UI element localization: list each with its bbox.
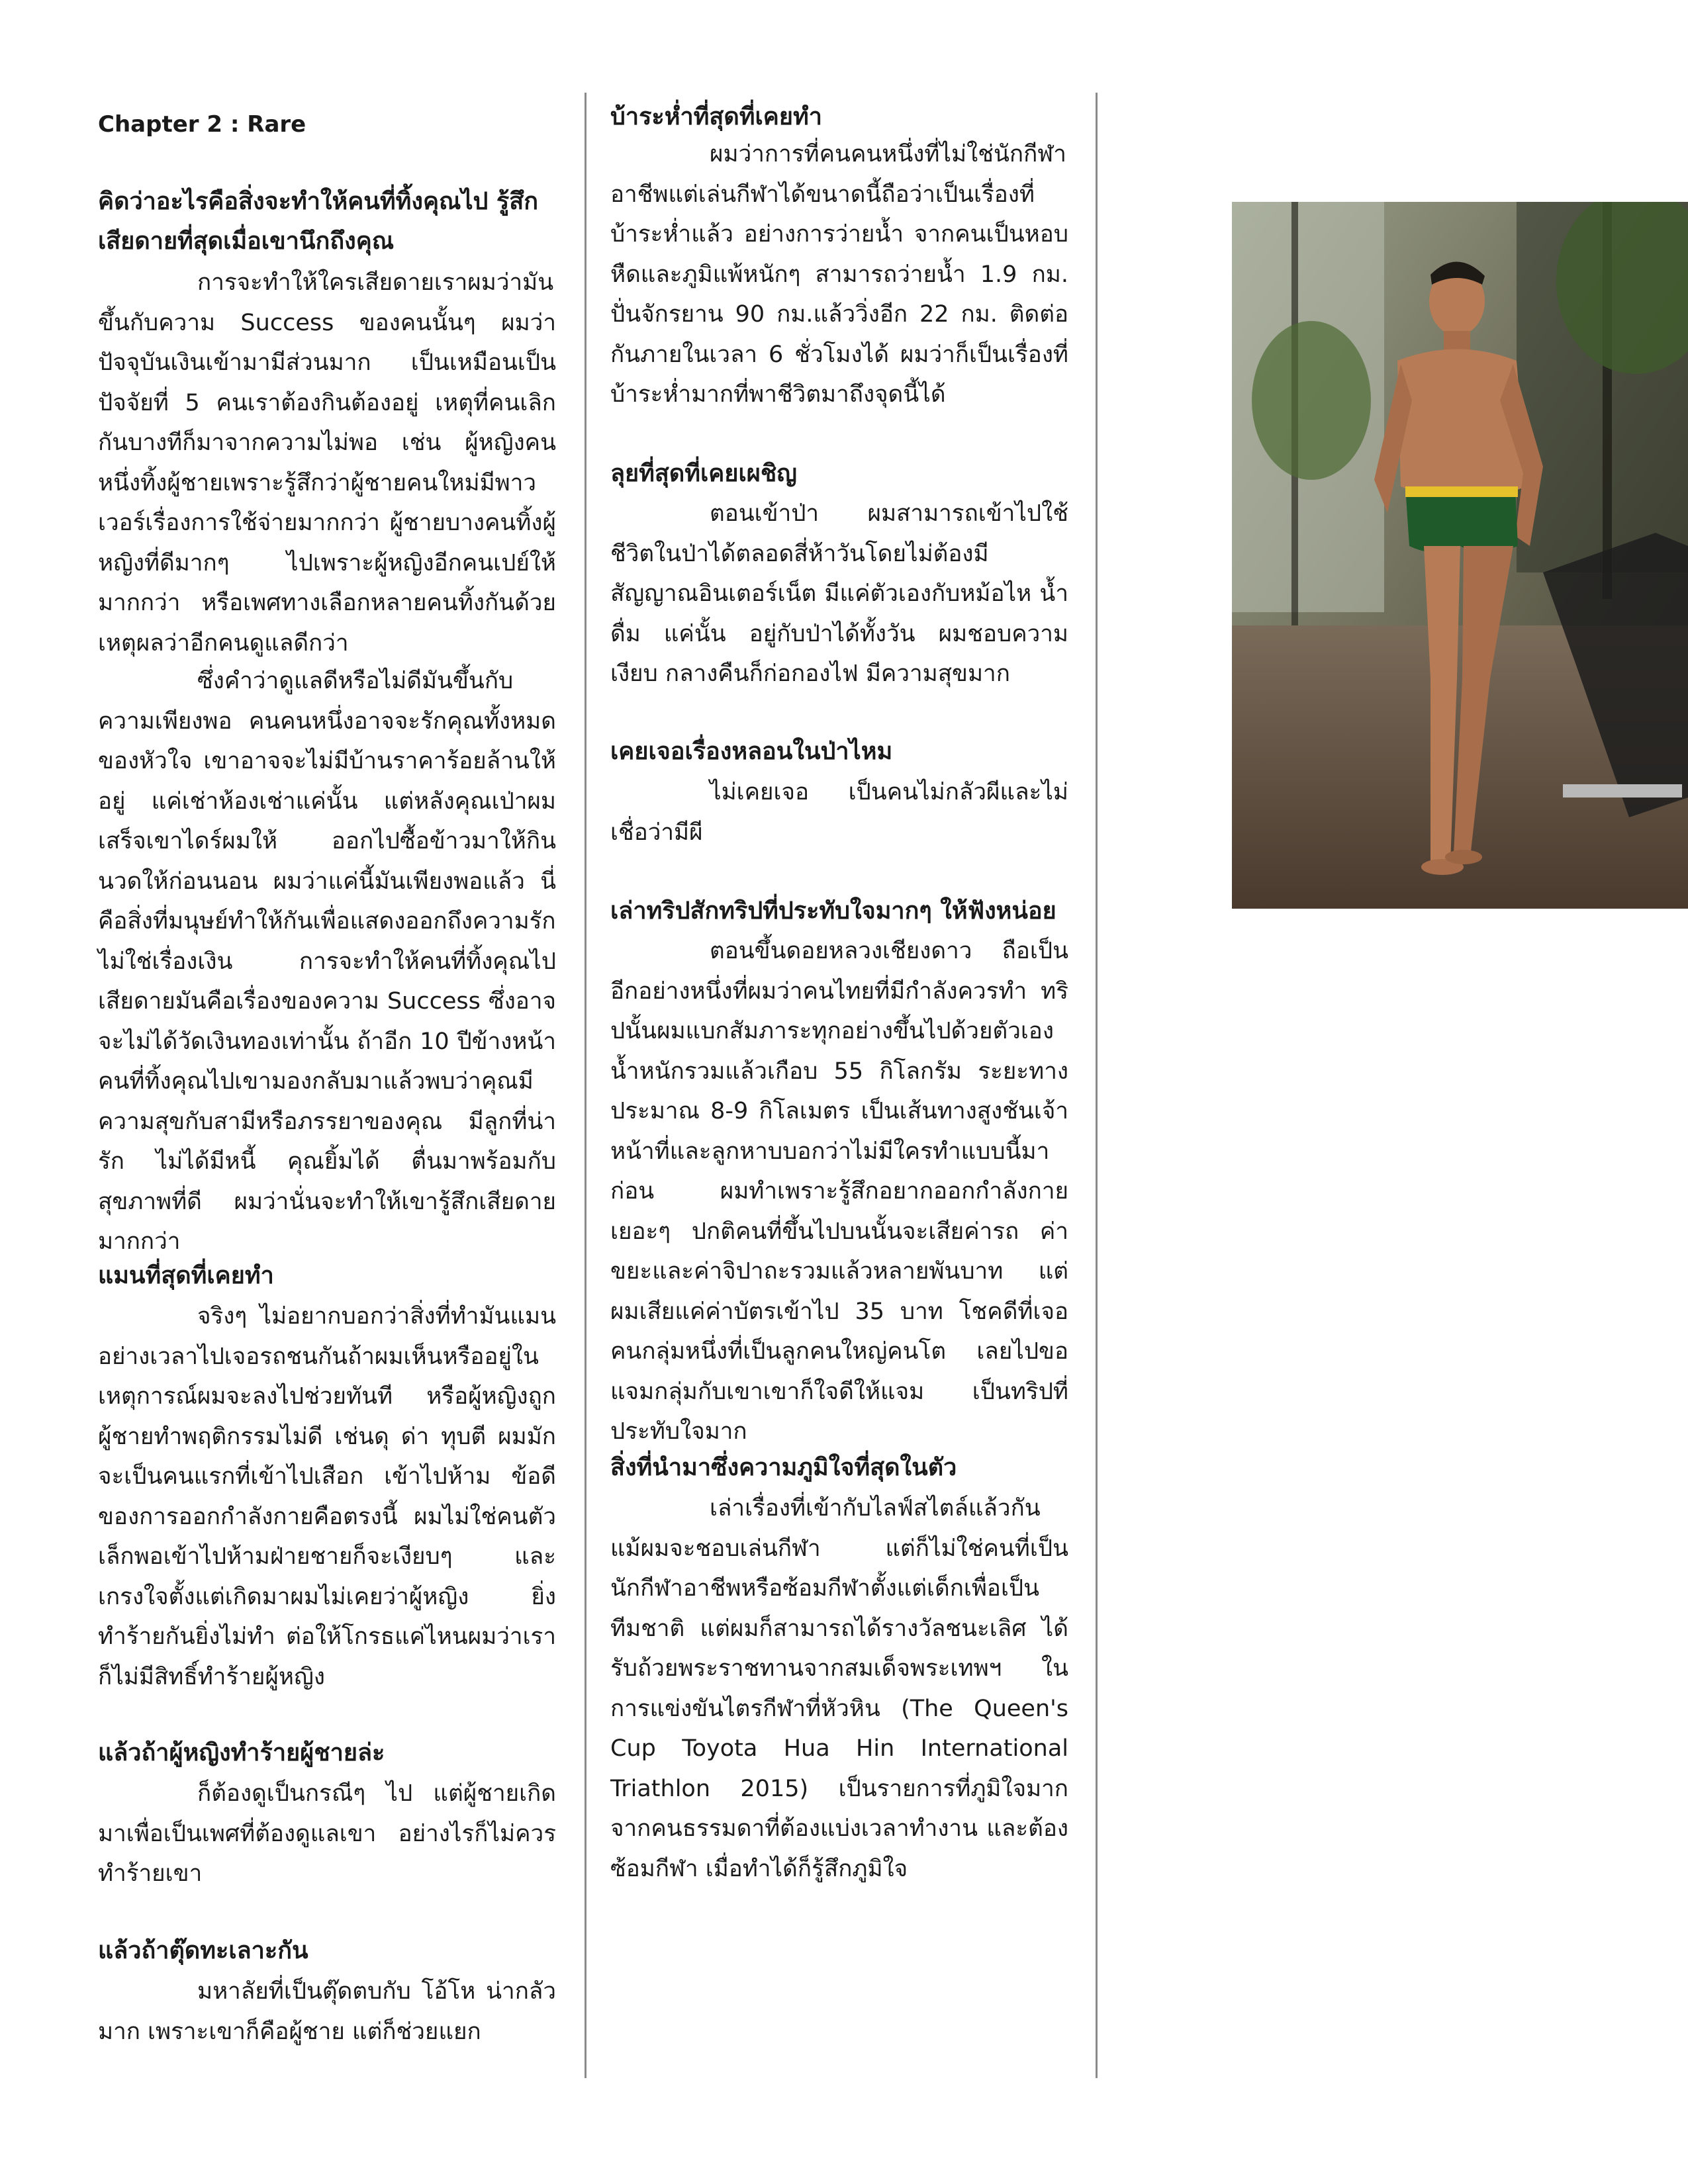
answer-paragraph: ไม่เคยเจอ เป็นคนไม่กลัวผีและไม่เชื่อว่ามีผี [610,779,1068,846]
answer-paragraph: ตอนขึ้นดอยหลวงเชียงดาว ถือเป็นอีกอย่างหนึ่งที่ผมว่าคนไทยที่มีกำลังควรทำ ทริปนั้นผมแบกสัมภาระทุกอย่างขึ้นไปด้วยตัวเอง น้ำหนักรวมแล้วเกือบ 55 กิโลกรัม ระยะทางประมาณ 8-9 กิโลเมตร เป็นเส้นทางสูงชันเจ้าหน้าที่และลูกหาบบอกว่าไม่มีใครทำแบบนี้มาก่อน ผมทำเพราะรู้สึกอยากออกกำลังกายเยอะๆ ปกติคนที่ขึ้นไปบนนั้นจะเสียค่ารถ ค่าขยะและค่าจิปาถะรวมแล้วหลายพันบาท แต่ผมเสียแค่ค่าบัตรเข้าไป 35 บาท โชคดีที่เจอคนกลุ่มหนึ่งที่เป็นลูกคนใหญ่คนโต เลยไปขอแจมกลุ่มกับเขาเขาก็ใจดีให้แจม เป็นทริปที่ประทับใจมาก [610,938,1068,1445]
question-heading: สิ่งที่นำมาซึ่งความภูมิใจที่สุดในตัว [610,1454,957,1481]
answer-paragraph: การจะทำให้ใครเสียดายเราผมว่ามันขึ้นกับความ Success ของคนนั้นๆ ผมว่าปัจจุบันเงินเข้ามามีส่วนมาก เป็นเหมือนเป็นปัจจัยที่ 5 คนเราต้องกินต้องอยู่ เหตุที่คนเลิกกันบางทีก็มาจากความไม่พอ เช่น ผู้หญิงคนหนึ่งทิ้งผู้ชายเพราะรู้สึกว่าผู้ชายคนใหม่มีพาวเวอร์เรื่องการใช้จ่ายมากกว่า ผู้ชายบางคนทิ้งผู้หญิงที่ดีมากๆ ไปเพราะผู้หญิงอีกคนเปย์ให้มากกว่า หรือเพศทางเลือกหลายคนทิ้งกันด้วยเหตุผลว่าอีกคนดูแลดีกว่า [98,269,556,657]
answer-paragraph: มหาลัยที่เป็นตุ๊ดตบกับ โอ้โห น่ากลัวมาก เพราะเขาก็คือผู้ชาย แต่ก็ช่วยแยก [98,1978,556,2045]
question-heading: ลุยที่สุดที่เคยเผชิญ [610,460,797,487]
portrait-photo-icon [1232,202,1688,909]
chapter-title: Chapter 2 : Rare [98,111,306,138]
answer-paragraph: เล่าเรื่องที่เข้ากับไลฟ์สไตล์แล้วกัน แม้ผมจะชอบเล่นกีฬา แต่ก็ไม่ใช่คนที่เป็นนักกีฬาอาชีพหรือซ้อมกีฬาตั้งแต่เด็กเพื่อเป็นทีมชาติ แต่ผมก็สามารถได้รางวัลชนะเลิศ ได้รับถ้วยพระราชทานจากสมเด็จพระเทพฯ ในการแข่งขันไตรกีฬาที่หัวหิน (The Queen's Cup Toyota Hua Hin International Triathlon 2015) เป็นรายการที่ภูมิใจมาก จากคนธรรมดาที่ต้องแบ่งเวลาทำงาน และต้องซ้อมกีฬา เมื่อทำได้ก็รู้สึกภูมิใจ [610,1495,1068,1882]
question-heading: บ้าระห่ำที่สุดที่เคยทำ [610,103,822,130]
answer-paragraph: ซึ่งคำว่าดูแลดีหรือไม่ดีมันขึ้นกับความเพียงพอ คนคนหนึ่งอาจจะรักคุณทั้งหมดของหัวใจ เขาอาจจะไม่มีบ้านราคาร้อยล้านให้อยู่ แค่เช่าห้องเช่าแค่นั้น แต่หลังคุณเป่าผมเสร็จเขาไดร์ผมให้ ออกไปซื้อข้าวมาให้กิน นวดให้ก่อนนอน ผมว่าแค่นี้มันเพียงพอแล้ว นี่คือสิ่งที่มนุษย์ทำให้กันเพื่อแสดงออกถึงความรักไม่ใช่เรื่องเงิน การจะทำให้คนที่ทิ้งคุณไปเสียดายมันคือเรื่องของความ Success ซึ่งอาจจะไม่ได้วัดเงินทองเท่านั้น ถ้าอีก 10 ปีข้างหน้าคนที่ทิ้งคุณไปเขามองกลับมาแล้วพบว่าคุณมีความสุขกับสามีหรือภรรยาของคุณ มีลูกที่น่ารัก ไม่ได้มีหนี้ คุณยิ้มได้ ตื่นมาพร้อมกับสุขภาพที่ดี ผมว่านั่นจะทำให้เขารู้สึกเสียดายมากกว่า [98,668,556,1255]
answer-paragraph: จริงๆ ไม่อยากบอกว่าสิ่งที่ทำมันแมนอย่างเวลาไปเจอรถชนกันถ้าผมเห็นหรืออยู่ในเหตุการณ์ผมจะลงไปช่วยทันที หรือผู้หญิงถูกผู้ชายทำพฤติกรรมไม่ดี เช่นดุ ด่า ทุบตี ผมมักจะเป็นคนแรกที่เข้าไปเสือก เข้าไปห้าม ข้อดีของการออกกำลังกายคือตรงนี้ ผมไม่ใช่คนตัวเล็กพอเข้าไปห้ามฝ่ายชายก็จะเงียบๆ และเกรงใจตั้งแต่เกิดมาผมไม่เคยว่าผู้หญิง ยิ่งทำร้ายกันยิ่งไม่ทำ ต่อให้โกรธแค่ไหนผมว่าเราก็ไม่มีสิทธิ์ทำร้ายผู้หญิง [98,1303,556,1690]
question-heading: แล้วถ้าตุ๊ดทะเลาะกัน [98,1937,308,1964]
question-heading: คิดว่าอะไรคือสิ่งจะทำให้คนที่ทิ้งคุณไป รู้สึกเสียดายที่สุดเมื่อเขานึกถึงคุณ [98,188,539,255]
column-divider [585,93,586,2078]
answer-paragraph: ก็ต้องดูเป็นกรณีๆ ไป แต่ผู้ชายเกิดมาเพื่อเป็นเพศที่ต้องดูแลเขา อย่างไรก็ไม่ควรทำร้ายเขา [98,1780,556,1887]
answer-paragraph: ตอนเข้าป่า ผมสามารถเข้าไปใช้ชีวิตในป่าได้ตลอดสี่ห้าวันโดยไม่ต้องมีสัญญาณอินเตอร์เน็ต มีแค่ตัวเองกับหม้อไห น้ำดื่ม แค่นั้น อยู่กับป่าได้ทั้งวัน ผมชอบความเงียบ กลางคืนก็ก่อกองไฟ มีความสุขมาก [610,500,1068,687]
answer-paragraph: ผมว่าการที่คนคนหนึ่งที่ไม่ใช่นักกีฬาอาชีพแต่เล่นกีฬาได้ขนาดนี้ถือว่าเป็นเรื่องที่บ้าระห่ำแล้ว อย่างการว่ายน้ำ จากคนเป็นหอบหืดและภูมิแพ้หนักๆ สามารถว่ายน้ำ 1.9 กม. ปั่นจักรยาน 90 กม.แล้ววิ่งอีก 22 กม. ติดต่อกันภายในเวลา 6 ชั่วโมงได้ ผมว่าก็เป็นเรื่องที่บ้าระห่ำมากที่พาชีวิตมาถึงจุดนี้ได้ [610,141,1068,408]
question-heading: แล้วถ้าผู้หญิงทำร้ายผู้ชายล่ะ [98,1739,385,1766]
question-heading: แมนที่สุดที่เคยทำ [98,1262,274,1289]
column-divider [1096,93,1098,2078]
question-heading: เคยเจอเรื่องหลอนในป่าไหม [610,738,893,765]
question-heading: เล่าทริปสักทริปที่ประทับใจมากๆ ให้ฟังหน่อย [610,897,1056,925]
